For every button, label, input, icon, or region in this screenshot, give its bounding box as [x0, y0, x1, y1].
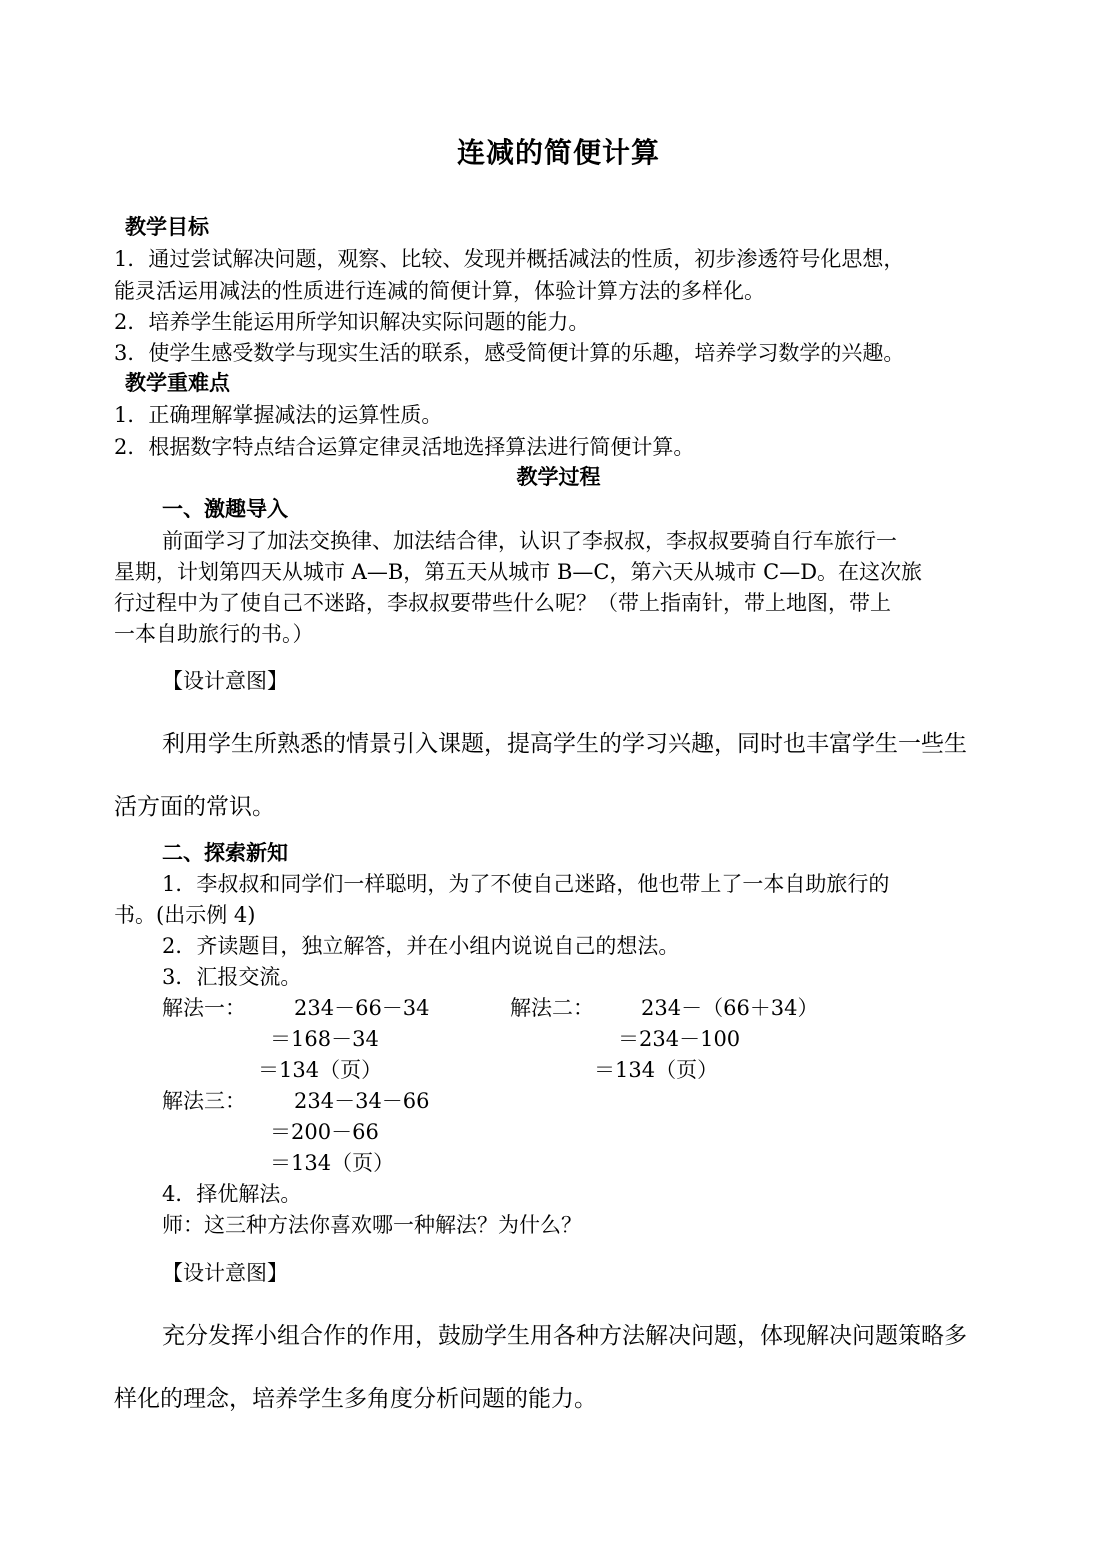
section-1-design-line-2: 活方面的常识。: [114, 794, 275, 820]
key-point-item-2: 2．根据数字特点结合运算定律灵活地选择算法进行简便计算。: [114, 435, 695, 459]
section-1-paragraph-line-1: 前面学习了加法交换律、加法结合律，认识了李叔叔，李叔叔要骑自行车旅行一: [162, 529, 897, 553]
section-2-step-3: 3．汇报交流。: [162, 965, 302, 989]
method-2-expression: 234－（66＋34）: [641, 996, 819, 1020]
section-2-design-line-1: 充分发挥小组合作的作用，鼓励学生用各种方法解决问题，体现解决问题策略多: [162, 1323, 967, 1349]
section-1-paragraph-line-3: 行过程中为了使自己不迷路，李叔叔要带些什么呢？（带上指南针，带上地图，带上: [114, 591, 891, 615]
method-3-step-1: ＝200－66: [270, 1120, 379, 1144]
objectives-heading: 教学目标: [125, 215, 209, 239]
key-points-heading: 教学重难点: [125, 371, 230, 395]
objective-item-2: 2．培养学生能运用所学知识解决实际问题的能力。: [114, 310, 590, 334]
section-2-step-1-line-2: 书。(出示例 4): [114, 903, 256, 927]
method-3-step-2: ＝134（页）: [270, 1151, 395, 1175]
section-2-step-4: 4．择优解法。: [162, 1182, 302, 1206]
section-2-step-2: 2．齐读题目，独立解答，并在小组内说说自己的想法。: [162, 934, 680, 958]
method-3-label: 解法三：: [162, 1089, 246, 1113]
key-point-item-1: 1．正确理解掌握减法的运算性质。: [114, 403, 443, 427]
method-2-step-1: ＝234－100: [618, 1027, 741, 1051]
method-1-step-2: ＝134（页）: [258, 1058, 383, 1082]
method-3-expression: 234－34－66: [294, 1089, 430, 1113]
method-1-step-1: ＝168－34: [270, 1027, 379, 1051]
section-1-design-line-1: 利用学生所熟悉的情景引入课题，提高学生的学习兴趣，同时也丰富学生一些生: [162, 731, 967, 757]
section-2-design-label: 【设计意图】: [162, 1261, 288, 1285]
method-1-label: 解法一：: [162, 996, 246, 1020]
method-2-label: 解法二：: [510, 996, 594, 1020]
section-1-heading: 一、激趣导入: [162, 497, 288, 521]
objective-item-3: 3．使学生感受数学与现实生活的联系，感受简便计算的乐趣，培养学习数学的兴趣。: [114, 341, 905, 365]
method-2-step-2: ＝134（页）: [594, 1058, 719, 1082]
process-heading: 教学过程: [516, 465, 601, 489]
objective-item-1-line-2: 能灵活运用减法的性质进行连减的简便计算，体验计算方法的多样化。: [114, 279, 765, 303]
page-title: 连减的简便计算: [456, 136, 660, 169]
section-1-paragraph-line-4: 一本自助旅行的书。）: [114, 622, 314, 646]
method-1-expression: 234－66－34: [294, 996, 430, 1020]
section-1-paragraph-line-2: 星期，计划第四天从城市 A—B，第五天从城市 B—C，第六天从城市 C—D。在这次旅: [114, 560, 923, 584]
section-2-heading: 二、探索新知: [162, 841, 288, 865]
section-2-step-1-line-1: 1．李叔叔和同学们一样聪明，为了不使自己迷路，他也带上了一本自助旅行的: [162, 872, 890, 896]
section-1-design-label: 【设计意图】: [162, 669, 288, 693]
objective-item-1-line-1: 1．通过尝试解决问题，观察、比较、发现并概括减法的性质，初步渗透符号化思想，: [114, 247, 905, 271]
section-2-question: 师：这三种方法你喜欢哪一种解法？为什么？: [162, 1213, 582, 1237]
section-2-design-line-2: 样化的理念，培养学生多角度分析问题的能力。: [114, 1386, 597, 1412]
